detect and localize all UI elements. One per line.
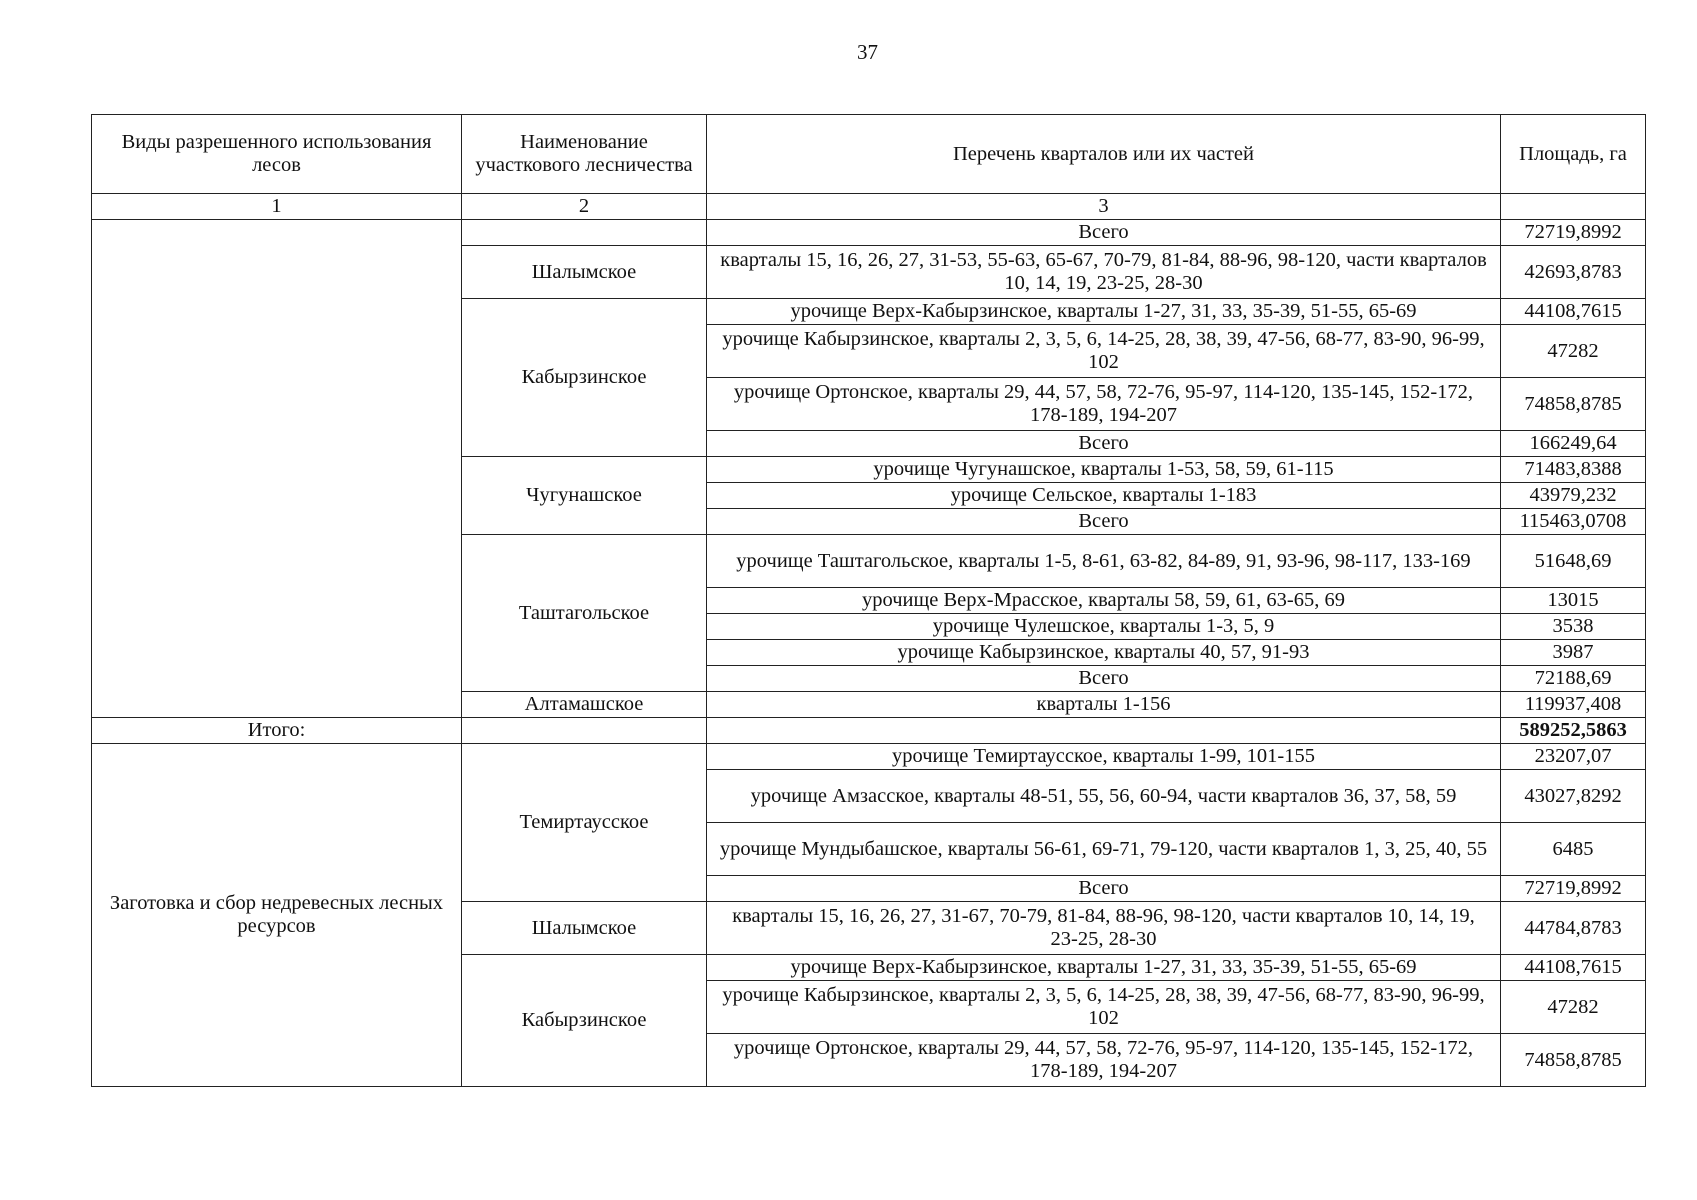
- quarters-cell: урочище Чулешское, кварталы 1-3, 5, 9: [707, 614, 1501, 640]
- area-cell: 6485: [1501, 823, 1646, 876]
- area-cell: 3987: [1501, 640, 1646, 666]
- forestry-cell: Чугунашское: [462, 457, 707, 535]
- area-cell: 115463,0708: [1501, 509, 1646, 535]
- forestry-cell: [462, 718, 707, 744]
- use-type-cell: [92, 220, 462, 718]
- quarters-cell: урочище Верх-Мрасское, кварталы 58, 59, 61, 63-65, 69: [707, 588, 1501, 614]
- use-type-cell: Заготовка и сбор недревесных лесных ресурсов: [92, 744, 462, 1087]
- area-cell: 43979,232: [1501, 483, 1646, 509]
- quarters-cell: кварталы 1-156: [707, 692, 1501, 718]
- area-cell: 74858,8785: [1501, 378, 1646, 431]
- area-cell: 74858,8785: [1501, 1034, 1646, 1087]
- header-forestry: Наименование участкового лесничества: [462, 115, 707, 194]
- quarters-cell: урочище Ортонское, кварталы 29, 44, 57, 58, 72-76, 95-97, 114-120, 135-145, 152-172, 178-189, 194-207: [707, 1034, 1501, 1087]
- area-cell: 44784,8783: [1501, 902, 1646, 955]
- area-cell: 47282: [1501, 981, 1646, 1034]
- page-number: 37: [857, 40, 878, 64]
- header-use-type: Виды разрешенного использования лесов: [92, 115, 462, 194]
- area-cell: 43027,8292: [1501, 770, 1646, 823]
- area-cell: 3538: [1501, 614, 1646, 640]
- area-cell: 72188,69: [1501, 666, 1646, 692]
- quarters-cell: урочище Кабырзинское, кварталы 40, 57, 91-93: [707, 640, 1501, 666]
- table-row: [92, 744, 1646, 770]
- quarters-cell: урочище Кабырзинское, кварталы 2, 3, 5, 6, 14-25, 28, 38, 39, 47-56, 68-77, 83-90, 96-99, 102: [707, 325, 1501, 378]
- quarters-cell: урочище Верх-Кабырзинское, кварталы 1-27, 31, 33, 35-39, 51-55, 65-69: [707, 955, 1501, 981]
- quarters-cell: Всего: [707, 876, 1501, 902]
- forest-quarters-table: [91, 114, 1646, 1087]
- quarters-cell: урочище Кабырзинское, кварталы 2, 3, 5, 6, 14-25, 28, 38, 39, 47-56, 68-77, 83-90, 96-99, 102: [707, 981, 1501, 1034]
- itogo-label: Итого:: [92, 718, 462, 744]
- quarters-cell: урочище Верх-Кабырзинское, кварталы 1-27, 31, 33, 35-39, 51-55, 65-69: [707, 299, 1501, 325]
- area-cell: 51648,69: [1501, 535, 1646, 588]
- forestry-cell: Таштагольское: [462, 535, 707, 692]
- table-row: [92, 220, 1646, 246]
- header-area: Площадь, га: [1501, 115, 1646, 194]
- quarters-cell: урочище Чугунашское, кварталы 1-53, 58, 59, 61-115: [707, 457, 1501, 483]
- area-cell: 44108,7615: [1501, 955, 1646, 981]
- quarters-cell: урочище Сельское, кварталы 1-183: [707, 483, 1501, 509]
- area-cell: 23207,07: [1501, 744, 1646, 770]
- area-cell: 166249,64: [1501, 431, 1646, 457]
- quarters-cell: [707, 718, 1501, 744]
- quarters-cell: урочище Таштагольское, кварталы 1-5, 8-61, 63-82, 84-89, 91, 93-96, 98-117, 133-169: [707, 535, 1501, 588]
- area-cell: 72719,8992: [1501, 876, 1646, 902]
- quarters-cell: Всего: [707, 666, 1501, 692]
- quarters-cell: урочище Темиртаусское, кварталы 1-99, 101-155: [707, 744, 1501, 770]
- area-cell: 47282: [1501, 325, 1646, 378]
- quarters-cell: Всего: [707, 220, 1501, 246]
- forestry-cell: Алтамашское: [462, 692, 707, 718]
- quarters-cell: кварталы 15, 16, 26, 27, 31-67, 70-79, 81-84, 88-96, 98-120, части кварталов 10, 14, 19, 23-25, 28-30: [707, 902, 1501, 955]
- quarters-cell: урочище Ортонское, кварталы 29, 44, 57, 58, 72-76, 95-97, 114-120, 135-145, 152-172, 178-189, 194-207: [707, 378, 1501, 431]
- area-cell: 13015: [1501, 588, 1646, 614]
- forestry-cell: [462, 220, 707, 246]
- area-cell: 71483,8388: [1501, 457, 1646, 483]
- area-cell: 119937,408: [1501, 692, 1646, 718]
- forestry-cell: Темиртаусское: [462, 744, 707, 902]
- area-cell: 42693,8783: [1501, 246, 1646, 299]
- column-number: 2: [462, 194, 707, 220]
- column-number: 3: [707, 194, 1501, 220]
- table-header-row: [92, 115, 1646, 194]
- quarters-cell: кварталы 15, 16, 26, 27, 31-53, 55-63, 65-67, 70-79, 81-84, 88-96, 98-120, части кварталов 10, 14, 19, 23-25, 28-30: [707, 246, 1501, 299]
- area-cell: 72719,8992: [1501, 220, 1646, 246]
- quarters-cell: Всего: [707, 431, 1501, 457]
- forestry-cell: Шалымское: [462, 902, 707, 955]
- forestry-cell: Шалымское: [462, 246, 707, 299]
- itogo-area: 589252,5863: [1501, 718, 1646, 744]
- forestry-cell: Кабырзинское: [462, 955, 707, 1087]
- quarters-cell: урочище Амзасское, кварталы 48-51, 55, 56, 60-94, части кварталов 36, 37, 58, 59: [707, 770, 1501, 823]
- itogo-row: [92, 718, 1646, 744]
- header-quarters: Перечень кварталов или их частей: [707, 115, 1501, 194]
- forestry-cell: Кабырзинское: [462, 299, 707, 457]
- column-number: 1: [92, 194, 462, 220]
- column-number-row: [92, 194, 1646, 220]
- area-cell: 44108,7615: [1501, 299, 1646, 325]
- column-number: [1501, 194, 1646, 220]
- quarters-cell: Всего: [707, 509, 1501, 535]
- quarters-cell: урочище Мундыбашское, кварталы 56-61, 69-71, 79-120, части кварталов 1, 3, 25, 40, 55: [707, 823, 1501, 876]
